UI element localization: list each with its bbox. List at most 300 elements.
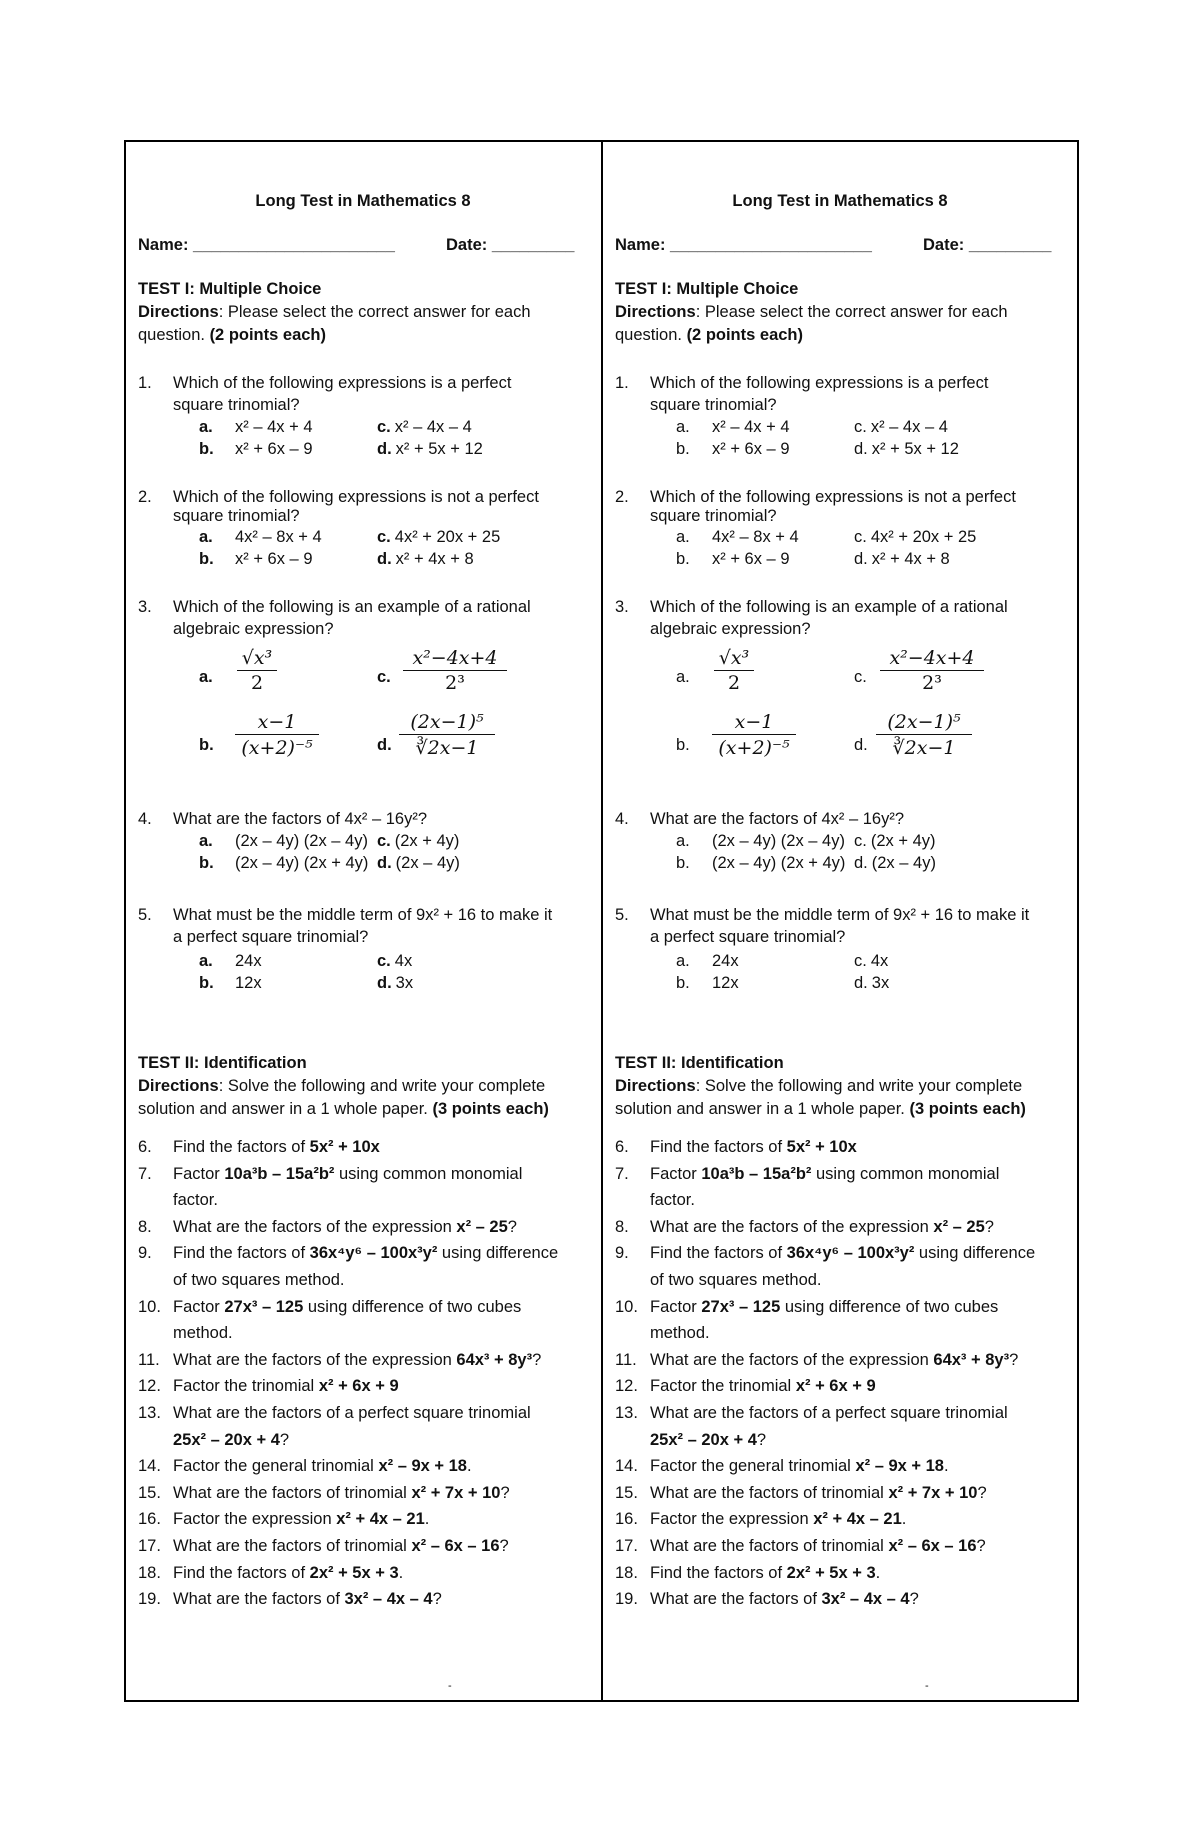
- test2-heading: TEST II: Identification: [615, 1054, 784, 1072]
- item-text: [650, 1212, 1065, 1242]
- question-text-line: What must be the middle term of 9x² + 16 to make it: [173, 906, 553, 924]
- option-d[interactable]: [854, 438, 959, 460]
- item-text: [650, 1478, 1065, 1508]
- option-letter: d.: [854, 974, 868, 992]
- question-number: 1.: [615, 374, 629, 392]
- fraction-denominator: 2³: [445, 672, 465, 694]
- option-a[interactable]: [676, 416, 790, 438]
- option-letter: b.: [676, 440, 690, 458]
- item-prefix: What are the factors of the expression: [650, 1350, 934, 1369]
- name-field: Name: ______________________: [615, 236, 872, 254]
- question-text-line: a perfect square trinomial?: [173, 928, 369, 946]
- item-suffix: .: [943, 1457, 949, 1476]
- test2-header: [615, 1052, 1065, 1121]
- option-letter: c.: [377, 418, 391, 436]
- item-suffix: ?: [977, 1483, 987, 1502]
- test2-directions: [615, 1075, 1065, 1121]
- points-label: (3 points each): [432, 1100, 549, 1118]
- item-suffix: ?: [532, 1350, 542, 1369]
- option-letter: c.: [854, 832, 867, 850]
- option-text: x² + 4x + 8: [871, 550, 950, 568]
- question-text-line: algebraic expression?: [173, 620, 334, 638]
- fraction-d: [876, 710, 972, 761]
- option-b[interactable]: [199, 438, 313, 460]
- option-a[interactable]: [199, 526, 322, 548]
- item-expression: x² – 25: [933, 1217, 985, 1236]
- option-b[interactable]: [676, 972, 739, 994]
- option-b[interactable]: [199, 972, 262, 994]
- item-text: [650, 1265, 1065, 1295]
- item-expression: 64x³ + 8y³: [933, 1350, 1010, 1369]
- item-prefix: Find the factors of: [650, 1138, 787, 1156]
- item-expression: 3x² – 4x – 4: [821, 1590, 910, 1609]
- item-suffix: using difference: [914, 1244, 1036, 1263]
- question-text: What are the factors of 4x² – 16y²?: [650, 810, 905, 828]
- item-suffix: .: [875, 1563, 881, 1582]
- item-text: [173, 1558, 588, 1588]
- item-text: [650, 1451, 1065, 1481]
- option-letter: b.: [676, 854, 690, 872]
- item-text: [650, 1318, 1065, 1348]
- option-letter: a.: [199, 528, 213, 546]
- item-prefix: What are the factors of the expression: [173, 1350, 457, 1369]
- item-suffix: using common monomial: [811, 1164, 1000, 1183]
- item-expression: x² + 4x – 21: [813, 1510, 902, 1529]
- item-number: 13.: [615, 1404, 638, 1422]
- item-prefix: method.: [173, 1324, 233, 1343]
- option-letter: a.: [199, 832, 213, 850]
- test1-heading: TEST I: Multiple Choice: [138, 280, 322, 298]
- question-number: 3.: [138, 598, 152, 616]
- fraction-a: [714, 646, 754, 695]
- item-text: [650, 1558, 1065, 1588]
- right-copy: [615, 140, 1065, 1700]
- option-c[interactable]: [377, 416, 472, 438]
- option-b[interactable]: [676, 734, 712, 756]
- item-prefix: Find the factors of: [173, 1244, 310, 1263]
- option-d[interactable]: [854, 734, 872, 756]
- option-a[interactable]: [676, 666, 712, 688]
- directions-text: : Solve the following and write your complete solution and answer in a 1 whole paper.: [138, 1077, 546, 1118]
- option-b[interactable]: [676, 852, 845, 874]
- fraction-b: [712, 710, 796, 761]
- option-letter: a.: [199, 668, 213, 686]
- test2-heading: TEST II: Identification: [138, 1054, 307, 1072]
- option-d[interactable]: [854, 548, 950, 570]
- item-expression: 36x⁴y⁶ – 100x³y²: [309, 1244, 438, 1263]
- option-b[interactable]: [676, 438, 790, 460]
- item-text: [173, 1398, 588, 1428]
- item-text: [650, 1531, 1065, 1561]
- option-text: (2x – 4y) (2x – 4y): [235, 832, 368, 850]
- item-number: 15.: [138, 1483, 161, 1502]
- question-4: [138, 808, 588, 878]
- directions-label: Directions: [615, 303, 696, 321]
- fraction-d: [399, 710, 495, 761]
- question-number: 2.: [138, 488, 152, 506]
- points-label: (2 points each): [209, 326, 326, 344]
- option-letter: d.: [377, 736, 392, 754]
- item-expression: x² + 4x – 21: [336, 1510, 425, 1529]
- option-text: (2x – 4y) (2x + 4y): [235, 854, 369, 872]
- option-letter: d.: [377, 550, 392, 568]
- item-suffix: using difference: [437, 1244, 559, 1263]
- page-mark: -: [448, 1680, 452, 1692]
- column-divider: [601, 140, 603, 1702]
- fraction-denominator: 2³: [922, 672, 942, 694]
- option-d[interactable]: [377, 852, 460, 874]
- item-prefix: What are the factors of the expression: [173, 1217, 457, 1236]
- option-a[interactable]: [676, 526, 799, 548]
- item-prefix: Factor the general trinomial: [650, 1457, 856, 1476]
- option-c[interactable]: [377, 666, 395, 688]
- option-letter: c.: [854, 952, 867, 970]
- item-number: 17.: [138, 1537, 161, 1555]
- question-3: [615, 596, 1065, 776]
- question-text: [650, 904, 1065, 948]
- item-prefix: What are the factors of trinomial: [173, 1483, 412, 1502]
- question-number: 1.: [138, 374, 152, 392]
- option-letter: b.: [676, 974, 690, 992]
- question-text-line: Which of the following expressions is a perfect: [173, 374, 512, 392]
- option-a[interactable]: [199, 666, 235, 688]
- name-field: Name: ______________________: [138, 236, 395, 254]
- option-c[interactable]: [854, 950, 888, 972]
- item-number: 8.: [615, 1217, 629, 1236]
- question-5: [615, 904, 1065, 994]
- option-text: x² + 6x – 9: [235, 550, 313, 568]
- item-suffix: ?: [279, 1430, 290, 1449]
- item-expression: 27x³ – 125: [701, 1297, 781, 1316]
- item-number: 18.: [138, 1563, 161, 1582]
- option-letter: a.: [676, 952, 690, 970]
- directions-text: : Please select the correct answer for each question.: [615, 303, 1008, 344]
- question-text-line: algebraic expression?: [650, 620, 811, 638]
- item-number: 13.: [138, 1404, 161, 1422]
- item-suffix: ?: [1009, 1350, 1019, 1369]
- option-letter: a.: [676, 418, 690, 436]
- question-text-line: Which of the following expressions is not a perfect: [650, 488, 1016, 506]
- item-text: [650, 1159, 1065, 1189]
- question-text-line: square trinomial?: [173, 396, 300, 414]
- question-number: 3.: [615, 598, 629, 616]
- item-expression: 25x² – 20x + 4: [173, 1430, 280, 1449]
- option-text: x² + 6x – 9: [712, 440, 790, 458]
- option-letter: a.: [199, 418, 213, 436]
- directions-label: Directions: [615, 1077, 696, 1095]
- item-prefix: Find the factors of: [650, 1563, 787, 1582]
- item-prefix: Factor the trinomial: [650, 1377, 796, 1396]
- item-text: [173, 1318, 588, 1348]
- item-prefix: Factor the expression: [650, 1510, 814, 1529]
- option-letter: d.: [377, 440, 392, 458]
- item-suffix: ?: [500, 1483, 510, 1502]
- item-expression: 3x² – 4x – 4: [344, 1590, 433, 1609]
- question-4: [615, 808, 1065, 878]
- item-prefix: What are the factors of a perfect square trinomial: [650, 1404, 1008, 1422]
- question-number: 5.: [138, 906, 152, 924]
- item-prefix: What are the factors of trinomial: [650, 1483, 889, 1502]
- test1-heading: TEST I: Multiple Choice: [615, 280, 799, 298]
- option-letter: b.: [199, 550, 214, 568]
- item-expression: x² + 7x + 10: [888, 1483, 978, 1502]
- option-d[interactable]: [377, 438, 483, 460]
- item-prefix: Factor: [173, 1297, 225, 1316]
- option-c[interactable]: [377, 950, 412, 972]
- question-text: [650, 372, 1065, 416]
- item-suffix: ?: [976, 1537, 986, 1555]
- item-prefix: Find the factors of: [173, 1138, 310, 1156]
- option-c[interactable]: [854, 666, 871, 688]
- item-text: [650, 1345, 1065, 1375]
- item-text: [650, 1504, 1065, 1534]
- item-expression: 25x² – 20x + 4: [650, 1430, 757, 1449]
- question-text-line: Which of the following expressions is a perfect: [650, 374, 989, 392]
- option-letter: a.: [676, 528, 690, 546]
- question-text: [173, 596, 588, 640]
- item-text: [650, 1292, 1065, 1322]
- option-text: x² + 4x + 8: [395, 550, 474, 568]
- item-text: [650, 1398, 1065, 1428]
- question-text-line: Which of the following is an example of a rational: [173, 598, 531, 616]
- item-number: 15.: [615, 1483, 638, 1502]
- item-number: 14.: [138, 1457, 161, 1476]
- option-c[interactable]: [854, 830, 936, 852]
- option-a[interactable]: [199, 950, 262, 972]
- option-b[interactable]: [199, 548, 313, 570]
- question-text-line: square trinomial?: [650, 507, 777, 525]
- item-prefix: Find the factors of: [650, 1244, 787, 1263]
- test1-directions: [138, 301, 588, 347]
- option-letter: c.: [377, 832, 391, 850]
- item-number: 18.: [615, 1563, 638, 1582]
- option-letter: c.: [377, 668, 391, 686]
- option-a[interactable]: [199, 830, 368, 852]
- item-expression: x² + 7x + 10: [411, 1483, 501, 1502]
- item-suffix: using common monomial: [334, 1164, 523, 1183]
- question-number: 2.: [615, 488, 629, 506]
- question-text-line: What must be the middle term of 9x² + 16 to make it: [650, 906, 1030, 924]
- item-expression: x² – 9x + 18: [855, 1457, 944, 1476]
- option-letter: d.: [854, 550, 868, 568]
- test1-header: [138, 278, 588, 347]
- option-text: (2x – 4y) (2x – 4y): [712, 832, 845, 850]
- item-text: [650, 1584, 1065, 1614]
- option-a[interactable]: [199, 416, 313, 438]
- item-number: 16.: [615, 1510, 638, 1529]
- item-prefix: Factor: [173, 1164, 225, 1183]
- item-text: [173, 1185, 588, 1215]
- question-text-line: Which of the following is an example of a rational: [650, 598, 1008, 616]
- item-text: [173, 1212, 588, 1242]
- item-number: 6.: [138, 1138, 152, 1156]
- option-text: 4x: [870, 952, 889, 970]
- option-letter: b.: [199, 736, 214, 754]
- option-text: 4x: [394, 952, 413, 970]
- item-expression: 27x³ – 125: [224, 1297, 304, 1316]
- fraction-numerator: x−1: [712, 710, 796, 735]
- points-label: (3 points each): [909, 1100, 1026, 1118]
- fraction-denominator: (x+2)⁻⁵: [241, 737, 313, 759]
- option-text: x² – 4x + 4: [712, 418, 790, 436]
- item-suffix: ?: [909, 1590, 919, 1609]
- option-c[interactable]: [377, 526, 500, 548]
- item-prefix: factor.: [173, 1191, 218, 1210]
- option-text: x² + 6x – 9: [712, 550, 790, 568]
- fraction-c: [880, 646, 984, 695]
- item-suffix: ?: [756, 1430, 767, 1449]
- item-prefix: What are the factors of trinomial: [173, 1537, 412, 1555]
- item-prefix: What are the factors of trinomial: [650, 1537, 889, 1555]
- item-suffix: ?: [432, 1590, 442, 1609]
- item-expression: x² – 6x – 16: [888, 1537, 977, 1555]
- question-number: 5.: [615, 906, 629, 924]
- option-letter: d.: [854, 736, 868, 754]
- question-text: [650, 596, 1065, 640]
- item-prefix: Factor the expression: [173, 1510, 337, 1529]
- option-text: 4x² + 20x + 25: [870, 528, 977, 546]
- fraction-denominator: 2: [250, 672, 264, 694]
- option-letter: c.: [377, 952, 391, 970]
- option-text: 12x: [235, 974, 262, 992]
- option-b[interactable]: [676, 548, 790, 570]
- option-text: (2x + 4y): [394, 832, 460, 850]
- item-text: [173, 1451, 588, 1481]
- option-a[interactable]: [676, 950, 739, 972]
- option-letter: a.: [676, 668, 690, 686]
- option-d[interactable]: [377, 972, 413, 994]
- option-d[interactable]: [854, 852, 936, 874]
- option-d[interactable]: [377, 734, 396, 756]
- fraction-numerator: x−1: [235, 710, 319, 735]
- fraction-denominator: ∛2x−1: [415, 737, 479, 759]
- item-expression: x² – 25: [456, 1217, 508, 1236]
- item-prefix: of two squares method.: [173, 1271, 345, 1289]
- test1-header: [615, 278, 1065, 347]
- item-expression: 10a³b – 15a²b²: [701, 1164, 812, 1183]
- option-b[interactable]: [199, 852, 368, 874]
- test2-directions: [138, 1075, 588, 1121]
- fraction-c: [403, 646, 507, 695]
- item-suffix: .: [466, 1457, 472, 1476]
- option-text: x² + 6x – 9: [235, 440, 313, 458]
- item-number: 10.: [138, 1297, 161, 1316]
- option-letter: c.: [854, 418, 867, 436]
- option-text: 24x: [712, 952, 739, 970]
- option-text: (2x – 4y): [871, 854, 936, 872]
- item-number: 12.: [615, 1377, 638, 1396]
- option-text: x² – 4x – 4: [870, 418, 948, 436]
- directions-label: Directions: [138, 1077, 219, 1095]
- left-copy: [138, 140, 588, 1700]
- option-c[interactable]: [854, 526, 976, 548]
- question-2: [615, 486, 1065, 576]
- option-text: 4x² – 8x + 4: [712, 528, 799, 546]
- directions-label: Directions: [138, 303, 219, 321]
- directions-text: : Solve the following and write your complete solution and answer in a 1 whole paper.: [615, 1077, 1023, 1118]
- item-text: [173, 1238, 588, 1268]
- fraction-a: [237, 646, 277, 695]
- item-expression: x² + 6x + 9: [795, 1377, 876, 1396]
- option-d[interactable]: [377, 548, 474, 570]
- item-number: 11.: [138, 1350, 160, 1369]
- item-expression: 5x² + 10x: [309, 1138, 380, 1156]
- item-expression: 2x² + 5x + 3: [309, 1563, 399, 1582]
- fraction-numerator: √x³: [714, 646, 754, 671]
- option-letter: c.: [854, 528, 867, 546]
- option-b[interactable]: [199, 734, 235, 756]
- option-text: (2x + 4y): [870, 832, 936, 850]
- option-letter: b.: [199, 974, 214, 992]
- option-letter: b.: [676, 736, 690, 754]
- item-prefix: Factor: [650, 1297, 702, 1316]
- question-1: [615, 372, 1065, 462]
- option-c[interactable]: [854, 416, 948, 438]
- option-letter: d.: [854, 854, 868, 872]
- question-text: [650, 486, 1065, 527]
- item-number: 19.: [615, 1590, 638, 1609]
- item-prefix: What are the factors of a perfect square trinomial: [173, 1404, 531, 1422]
- fraction-numerator: (2x−1)⁵: [876, 710, 972, 735]
- item-prefix: Factor the general trinomial: [173, 1457, 379, 1476]
- item-number: 9.: [138, 1244, 152, 1263]
- item-prefix: What are the factors of: [173, 1590, 345, 1609]
- option-letter: d.: [377, 974, 392, 992]
- item-suffix: ?: [499, 1537, 509, 1555]
- option-c[interactable]: [377, 830, 459, 852]
- option-a[interactable]: [676, 830, 845, 852]
- option-letter: b.: [199, 440, 214, 458]
- item-prefix: What are the factors of the expression: [650, 1217, 934, 1236]
- fraction-b: [235, 710, 319, 761]
- option-d[interactable]: [854, 972, 889, 994]
- question-2: [138, 486, 588, 576]
- item-prefix: method.: [650, 1324, 710, 1343]
- item-text: [650, 1238, 1065, 1268]
- item-number: 11.: [615, 1350, 637, 1369]
- option-text: 4x² + 20x + 25: [394, 528, 501, 546]
- option-letter: b.: [676, 550, 690, 568]
- question-text-line: a perfect square trinomial?: [650, 928, 846, 946]
- option-letter: b.: [199, 854, 214, 872]
- item-expression: 2x² + 5x + 3: [786, 1563, 876, 1582]
- item-suffix: ?: [984, 1217, 994, 1236]
- question-1: [138, 372, 588, 462]
- item-number: 12.: [138, 1377, 161, 1396]
- option-text: x² + 5x + 12: [395, 440, 483, 458]
- question-number: 4.: [615, 810, 629, 828]
- item-text: [173, 1345, 588, 1375]
- question-text: [173, 904, 588, 948]
- option-letter: a.: [676, 832, 690, 850]
- option-text: 24x: [235, 952, 262, 970]
- item-number: 19.: [138, 1590, 161, 1609]
- test2-header: [138, 1052, 588, 1121]
- item-prefix: What are the factors of: [650, 1590, 822, 1609]
- option-letter: a.: [199, 952, 213, 970]
- fraction-numerator: √x³: [237, 646, 277, 671]
- item-expression: x² – 6x – 16: [411, 1537, 500, 1555]
- item-text: [173, 1132, 588, 1162]
- item-number: 7.: [138, 1164, 152, 1183]
- question-text-line: square trinomial?: [650, 396, 777, 414]
- item-prefix: Find the factors of: [173, 1563, 310, 1582]
- option-text: x² – 4x – 4: [394, 418, 472, 436]
- question-3: [138, 596, 588, 776]
- directions-text: : Please select the correct answer for each question.: [138, 303, 531, 344]
- option-text: x² + 5x + 12: [871, 440, 959, 458]
- item-text: [650, 1185, 1065, 1215]
